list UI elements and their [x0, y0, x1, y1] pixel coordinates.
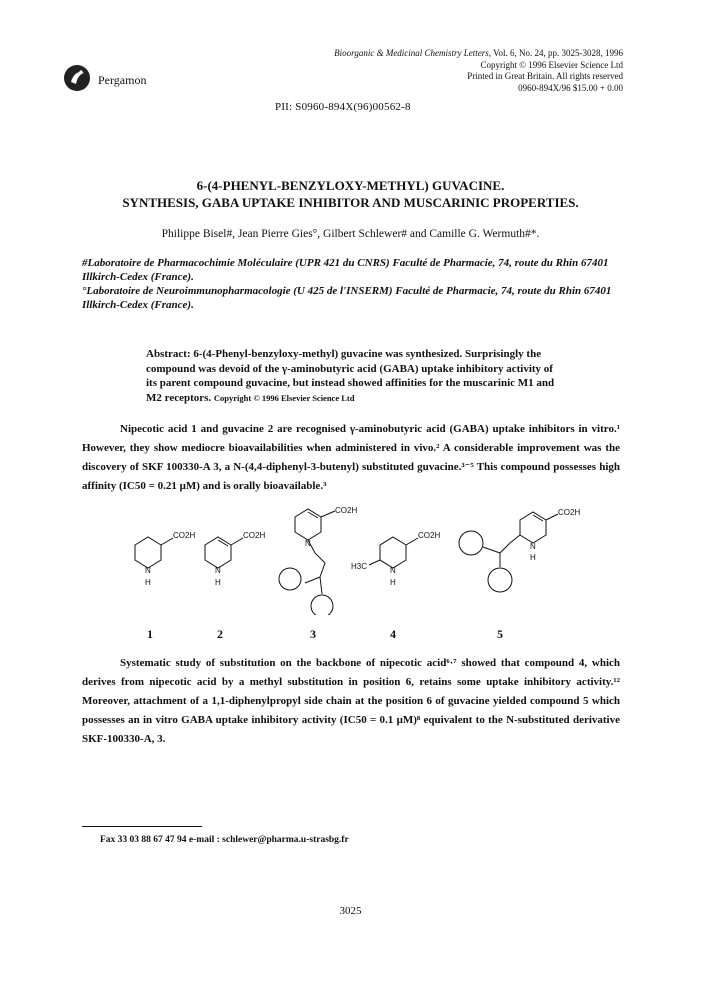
structure-5-h: H — [530, 553, 536, 562]
structure-2-co2h: CO2H — [243, 531, 266, 540]
footnote-contact: Fax 33 03 88 67 47 94 e-mail : schlewer@pharma.u-strasbg.fr — [100, 835, 349, 845]
structure-5-n: N — [530, 542, 536, 551]
structure-label-2: 2 — [217, 627, 223, 641]
structure-5-ring — [520, 512, 546, 543]
title-line-2: SYNTHESIS, GABA UPTAKE INHIBITOR AND MUSCARINIC PROPERTIES. — [122, 195, 579, 210]
author-list: Philippe Bisel#, Jean Pierre Gies°, Gilbert Schlewer# and Camille G. Wermuth#*. — [161, 228, 540, 240]
page-number: 3025 — [339, 905, 362, 917]
structure-3-co2h: CO2H — [335, 506, 358, 515]
journal-name: Bioorganic & Medicinal Chemistry Letters, — [334, 48, 492, 58]
publisher-name: Pergamon — [98, 73, 147, 87]
footnote-rule — [82, 826, 202, 827]
structure-1-n: N — [145, 566, 151, 575]
affiliations — [82, 256, 622, 312]
abstract-label: Abstract — [146, 348, 187, 360]
structure-2-n: N — [215, 566, 221, 575]
structure-3-phenyl-a — [279, 568, 301, 590]
pii-line: PII: S0960-894X(96)00562-8 — [275, 101, 411, 113]
structure-3-ring — [295, 509, 321, 540]
copyright-line: Copyright © 1996 Elsevier Science Ltd — [480, 59, 623, 70]
structure-5-phenyl-b — [488, 568, 512, 592]
structure-4-n: N — [390, 566, 396, 575]
structure-label-1: 1 — [147, 627, 153, 641]
structure-5-co2h: CO2H — [558, 508, 581, 517]
structure-4-h3c: H3C — [351, 562, 368, 571]
structure-label-3: 3 — [310, 627, 316, 641]
structure-3-n: N — [305, 539, 311, 548]
structure-2-h: H — [215, 578, 221, 587]
abstract — [146, 347, 561, 405]
structure-2-ring — [205, 537, 231, 568]
chemical-structures-figure — [115, 505, 615, 615]
structure-3-phenyl-b — [311, 595, 333, 615]
structure-1-h: H — [145, 578, 151, 587]
affiliation-1: #Laboratoire de Pharmacochimie Moléculaire (UPR 421 du CNRS) Faculté de Pharmacie, 74, route du Rhin 67401 Illkirch-Cedex (France). — [82, 257, 609, 283]
abstract-text: : 6-(4-Phenyl-benzyloxy-methyl) guvacine was synthesized. Surprisingly the compound was devoid of the γ-aminobutyric acid (GABA) uptake inhibitory activity of its parent compound guvacine, but instead showed affinities for the muscarinic M1 and M2 receptors. — [146, 348, 555, 404]
structure-1-co2h: CO2H — [173, 531, 196, 540]
pergamon-logo-icon — [63, 64, 91, 92]
affiliation-2: °Laboratoire de Neuroimmunopharmacologie (U 425 de l'INSERM) Faculté de Pharmacie, 74, route du Rhin 67401 Illkirch-Cedex (France). — [82, 285, 612, 311]
structure-label-4: 4 — [390, 627, 396, 641]
price-line: 0960-894X/96 $15.00 + 0.00 — [518, 82, 623, 93]
structure-4-h: H — [390, 578, 396, 587]
structure-5-phenyl-a — [459, 531, 483, 555]
title-line-1: 6-(4-PHENYL-BENZYLOXY-METHYL) GUVACINE. — [196, 178, 505, 193]
journal-header — [334, 48, 623, 94]
structure-4-co2h: CO2H — [418, 531, 441, 540]
paper-title — [0, 177, 701, 211]
structure-label-5: 5 — [497, 627, 503, 641]
paragraph-1: Nipecotic acid 1 and guvacine 2 are recognised γ-aminobutyric acid (GABA) uptake inhibitors in vitro.¹ However, they show mediocre bioavailabilities when administered in vivo.² A considerable improvement was the discovery of SKF 100330-A 3, a N-(4,4-diphenyl-3-butenyl) substituted guvacine.³⁻⁵ This compound possesses high affinity (IC50 = 0.21 μM) and is orally bioavailable.³ — [82, 423, 620, 492]
paragraph-2: Systematic study of substitution on the backbone of nipecotic acid⁶·⁷ showed that compound 4, which derives from nipecotic acid by a methyl substitution in position 6, retains some uptake inhibitory activity.¹² Moreover, attachment of a 1,1-diphenylpropyl side chain at the position 6 of guvacine yielded compound 5 which possesses an in vitro GABA uptake inhibitory activity (IC50 = 0.1 μM)⁸ equivalent to the N-substituted derivative SKF-100330-A, 3. — [82, 657, 620, 745]
structure-4-ring — [380, 537, 406, 568]
printed-line: Printed in Great Britain. All rights reserved — [467, 71, 623, 81]
abstract-copyright: Copyright © 1996 Elsevier Science Ltd — [213, 392, 355, 403]
structure-1-ring — [135, 537, 161, 568]
volume-pages: Vol. 6, No. 24, pp. 3025-3028, 1996 — [491, 48, 623, 58]
